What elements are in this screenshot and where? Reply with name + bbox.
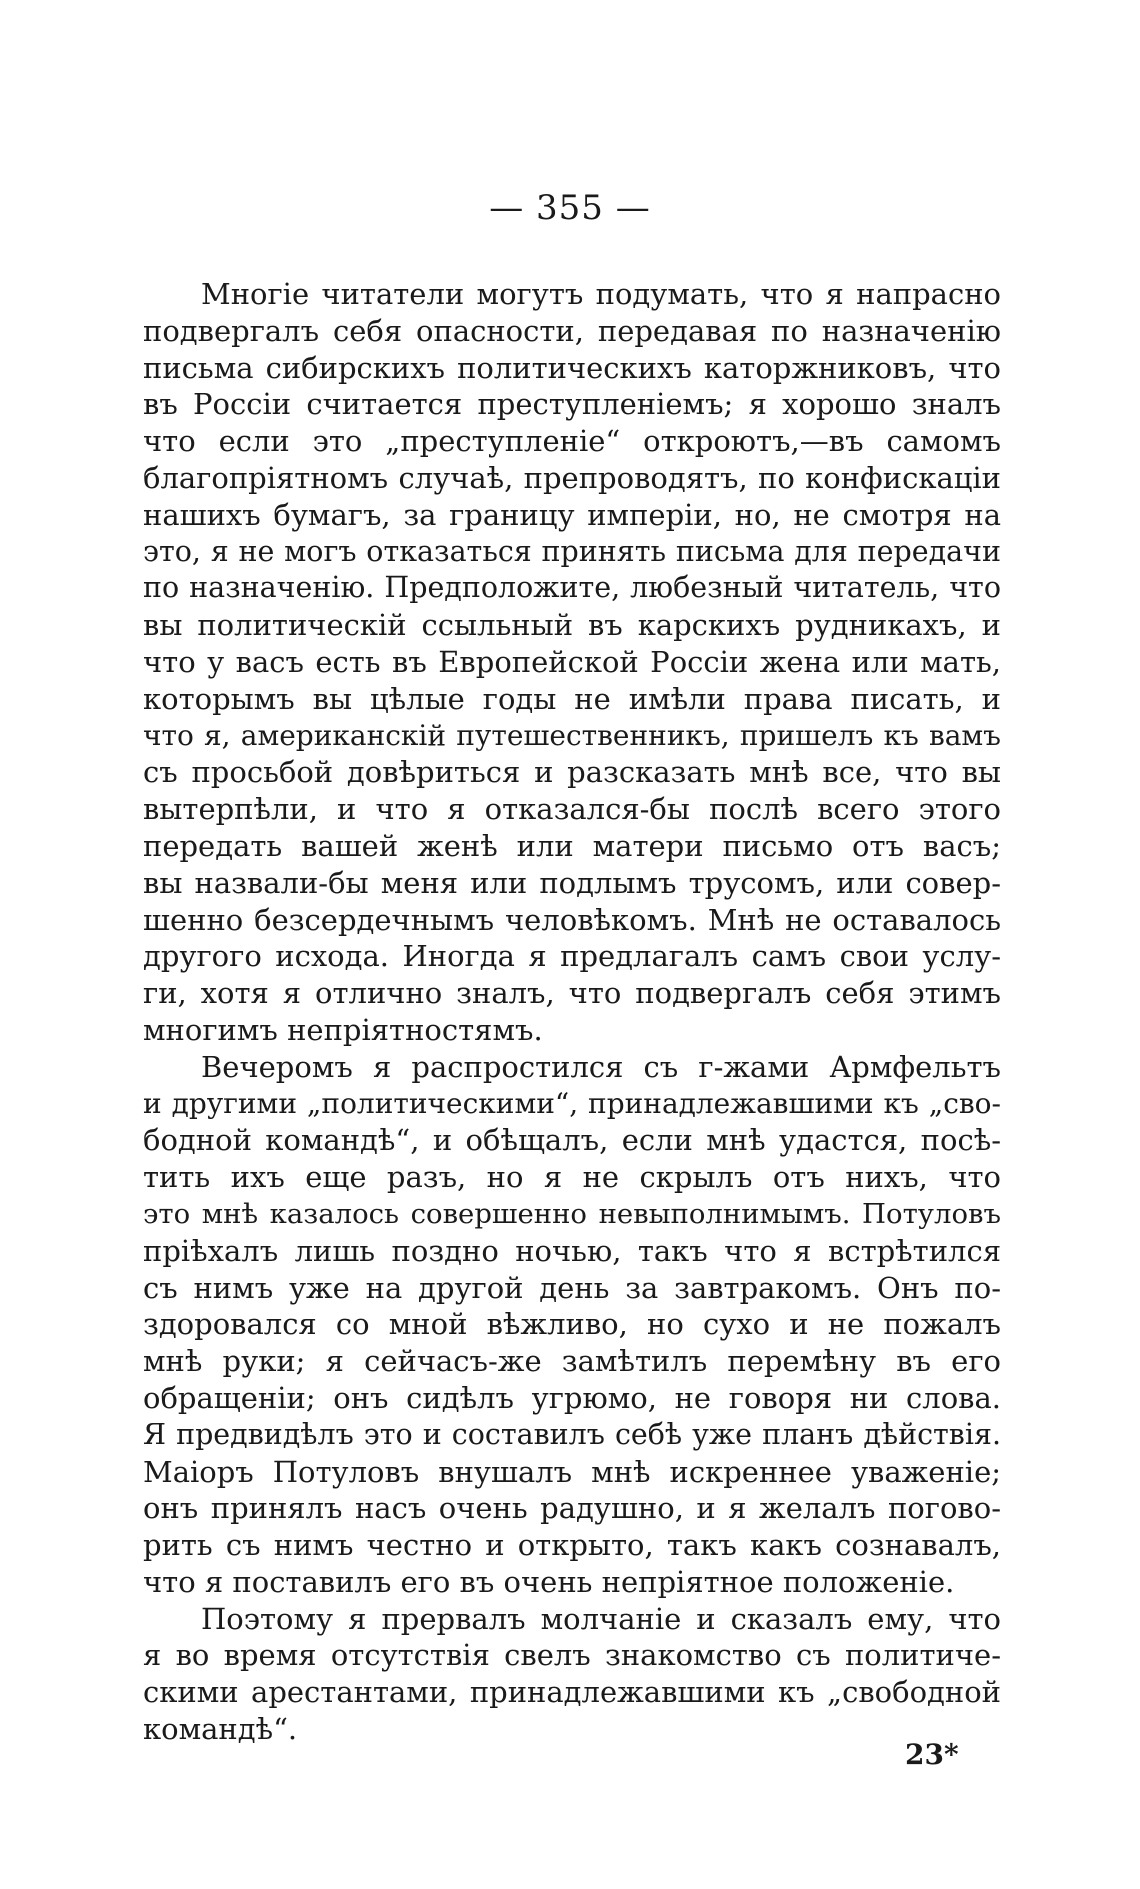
page-number: — 355 — (489, 188, 651, 228)
text-line: ги, хотя я отлично зналъ, что подвергалъ себя этимъ (143, 976, 1001, 1011)
text-line: нашихъ бумагъ, за границу имперіи, но, не смотря на (143, 497, 1001, 532)
text-line: пріѣхалъ лишь поздно ночью, такъ что я встрѣтился (143, 1233, 1001, 1268)
text-line: что я, американскій путешественникъ, пришелъ къ вамъ (143, 718, 1001, 752)
text-line: благопріятномъ случаѣ, препроводятъ, по конфискаціи (143, 460, 1001, 495)
text-line: это, я не могъ отказаться принять письма для передачи (143, 534, 1001, 568)
text-line: Поэтому я прервалъ молчаніе и сказалъ ему, что (201, 1601, 1001, 1636)
text-line: которымъ вы цѣлые годы не имѣли права писать, и (143, 681, 1001, 716)
text-line: здоровался со мной вѣжливо, но сухо и не пожалъ (143, 1307, 1001, 1342)
text-line: Многіе читатели могутъ подумать, что я напрасно (201, 277, 1001, 311)
text-line: письма сибирскихъ политическихъ каторжниковъ, что (143, 350, 1001, 385)
text-line: другого исхода. Иногда я предлагалъ самъ свои услу- (143, 939, 1001, 974)
text-line: тить ихъ еще разъ, но я не скрылъ отъ нихъ, что (143, 1160, 1001, 1195)
text-line: что если это „преступленіе“ откроютъ,—въ самомъ (143, 424, 1001, 459)
text-line: онъ принялъ насъ очень радушно, и я желалъ погово- (143, 1491, 1001, 1526)
text-line: вы политическій ссыльный въ карскихъ рудникахъ, и (143, 608, 1001, 643)
text-line: это мнѣ казалось совершенно невыполнимымъ. Потуловъ (143, 1197, 1001, 1230)
text-line: обращеніи; онъ сидѣлъ угрюмо, не говоря ни слова. (143, 1380, 1001, 1415)
text-line: рить съ нимъ честно и открыто, такъ какъ сознавалъ, (143, 1528, 1001, 1563)
text-line: что у васъ есть въ Европейской Россіи жена или мать, (143, 644, 1001, 679)
text-line: по назначенію. Предположите, любезный читатель, что (143, 571, 1001, 605)
text-line: съ просьбой довѣриться и разсказать мнѣ все, что вы (143, 755, 1001, 790)
text-line: Маіоръ Потуловъ внушалъ мнѣ искреннее уваженіе; (143, 1454, 1001, 1489)
paragraph (143, 276, 1001, 1049)
text-line: мнѣ руки; я сейчасъ-же замѣтилъ перемѣну въ его (143, 1344, 1001, 1379)
text-line: я во время отсутствія свелъ знакомство съ политиче- (143, 1638, 1001, 1673)
paragraph (143, 1049, 1001, 1601)
text-line: шенно безсердечнымъ человѣкомъ. Мнѣ не оставалось (143, 902, 1001, 937)
text-line: въ Россіи считается преступленіемъ; я хорошо зналъ (143, 387, 1001, 422)
text-line: и другими „политическими“, принадлежавшими къ „сво- (143, 1086, 1001, 1120)
text-line: съ нимъ уже на другой день за завтракомъ. Онъ по- (143, 1270, 1001, 1305)
text-line: что я поставилъ его въ очень непріятное положеніе. (143, 1564, 955, 1599)
text-line: передать вашей женѣ или матери письмо отъ васъ; (143, 828, 1001, 863)
text-line: вытерпѣли, и что я отказался-бы послѣ всего этого (143, 792, 1001, 827)
text-line: командѣ“. (143, 1712, 298, 1747)
text-line: скими арестантами, принадлежавшими къ „свободной (143, 1675, 1001, 1710)
body-text (143, 276, 1001, 1748)
text-line: подвергалъ себя опасности, передавая по назначенію (143, 313, 1001, 348)
text-line: вы назвали-бы меня или подлымъ трусомъ, или совер- (143, 865, 1001, 900)
text-line: бодной командѣ“, и обѣщалъ, если мнѣ удастся, посѣ- (143, 1123, 1001, 1158)
text-line: многимъ непріятностямъ. (143, 1012, 543, 1047)
text-line: Вечеромъ я распростился съ г-жами Армфельтъ (201, 1049, 1001, 1084)
signature-mark: 23* (905, 1738, 959, 1771)
text-line: Я предвидѣлъ это и составилъ себѣ уже планъ дѣйствія. (143, 1417, 1001, 1451)
paragraph (143, 1601, 1001, 1748)
